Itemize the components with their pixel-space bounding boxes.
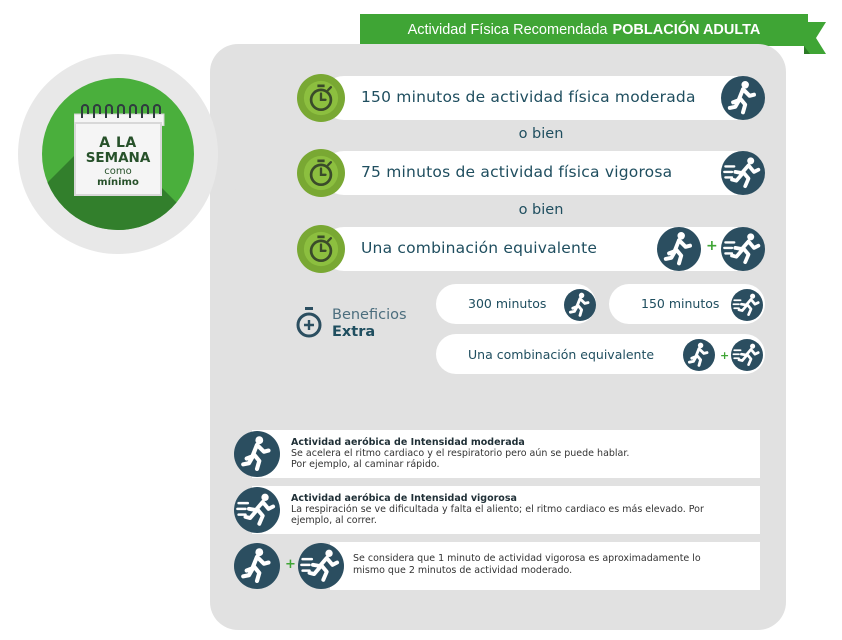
- badge-line-3: como: [104, 166, 132, 177]
- separator-text: o bien: [518, 202, 564, 218]
- legend-text-2: Por ejemplo, al caminar rápido.: [291, 459, 440, 470]
- stopwatch-badge: [297, 74, 345, 122]
- extra-pill-text: 300 minutos: [468, 296, 547, 311]
- stopwatch-badge: [297, 225, 345, 273]
- legend-title: Actividad aeróbica de Intensidad moderada: [291, 437, 525, 448]
- option-text: 75 minutos de actividad física vigorosa: [361, 163, 673, 181]
- legend-text-2: ejemplo, al correr.: [291, 515, 377, 526]
- walking-runner-icon: [234, 431, 280, 477]
- walking-runner-icon: [234, 543, 280, 589]
- extra-label-line2: Extra: [332, 324, 376, 340]
- fast-runner-icon: [298, 543, 344, 589]
- badge-line-4: mínimo: [97, 177, 139, 188]
- stopwatch-plus-icon: [294, 306, 324, 340]
- fast-runner-icon: [731, 339, 763, 371]
- plus-sign: +: [720, 349, 730, 362]
- plus-sign: +: [285, 557, 296, 572]
- fast-runner-icon: [721, 227, 765, 271]
- walking-runner-icon: [721, 76, 765, 120]
- legend-text-2: mismo que 2 minutos de actividad moderado.: [353, 565, 573, 576]
- legend-title: Actividad aeróbica de Intensidad vigorosa: [291, 493, 517, 504]
- legend-text-1: Se acelera el ritmo cardiaco y el respiratorio pero aún se puede hablar.: [291, 448, 630, 459]
- walking-runner-icon: [564, 289, 596, 321]
- legend-text-1: Se considera que 1 minuto de actividad vigorosa es aproximadamente lo: [353, 553, 701, 564]
- option-text: Una combinación equivalente: [361, 239, 598, 257]
- header-title-regular: Actividad Física Recomendada: [407, 22, 608, 38]
- extra-label-line1: Beneficios: [332, 307, 407, 323]
- fast-runner-icon: [721, 151, 765, 195]
- stopwatch-badge: [297, 149, 345, 197]
- fast-runner-icon: [731, 289, 763, 321]
- legend-text-1: La respiración se ve dificultada y falta el aliento; el ritmo cardiaco es más elevado. Por: [291, 504, 704, 515]
- separator-text: o bien: [518, 126, 564, 142]
- calendar-page: [74, 122, 162, 196]
- extra-pill-text: 150 minutos: [641, 296, 720, 311]
- walking-runner-icon: [657, 227, 701, 271]
- badge-line-2: SEMANA: [85, 150, 151, 166]
- banner-ribbon-tail: [804, 14, 826, 54]
- option-text: 150 minutos de actividad física moderada: [361, 88, 696, 106]
- badge-line-1: A LA: [99, 135, 137, 151]
- fast-runner-icon: [234, 487, 280, 533]
- extra-pill-text: Una combinación equivalente: [468, 347, 655, 362]
- header-title-bold: POBLACIÓN ADULTA: [612, 22, 761, 38]
- header-banner: [360, 14, 808, 46]
- walking-runner-icon: [683, 339, 715, 371]
- plus-sign: +: [706, 238, 718, 254]
- panel-pointer: [228, 109, 274, 197]
